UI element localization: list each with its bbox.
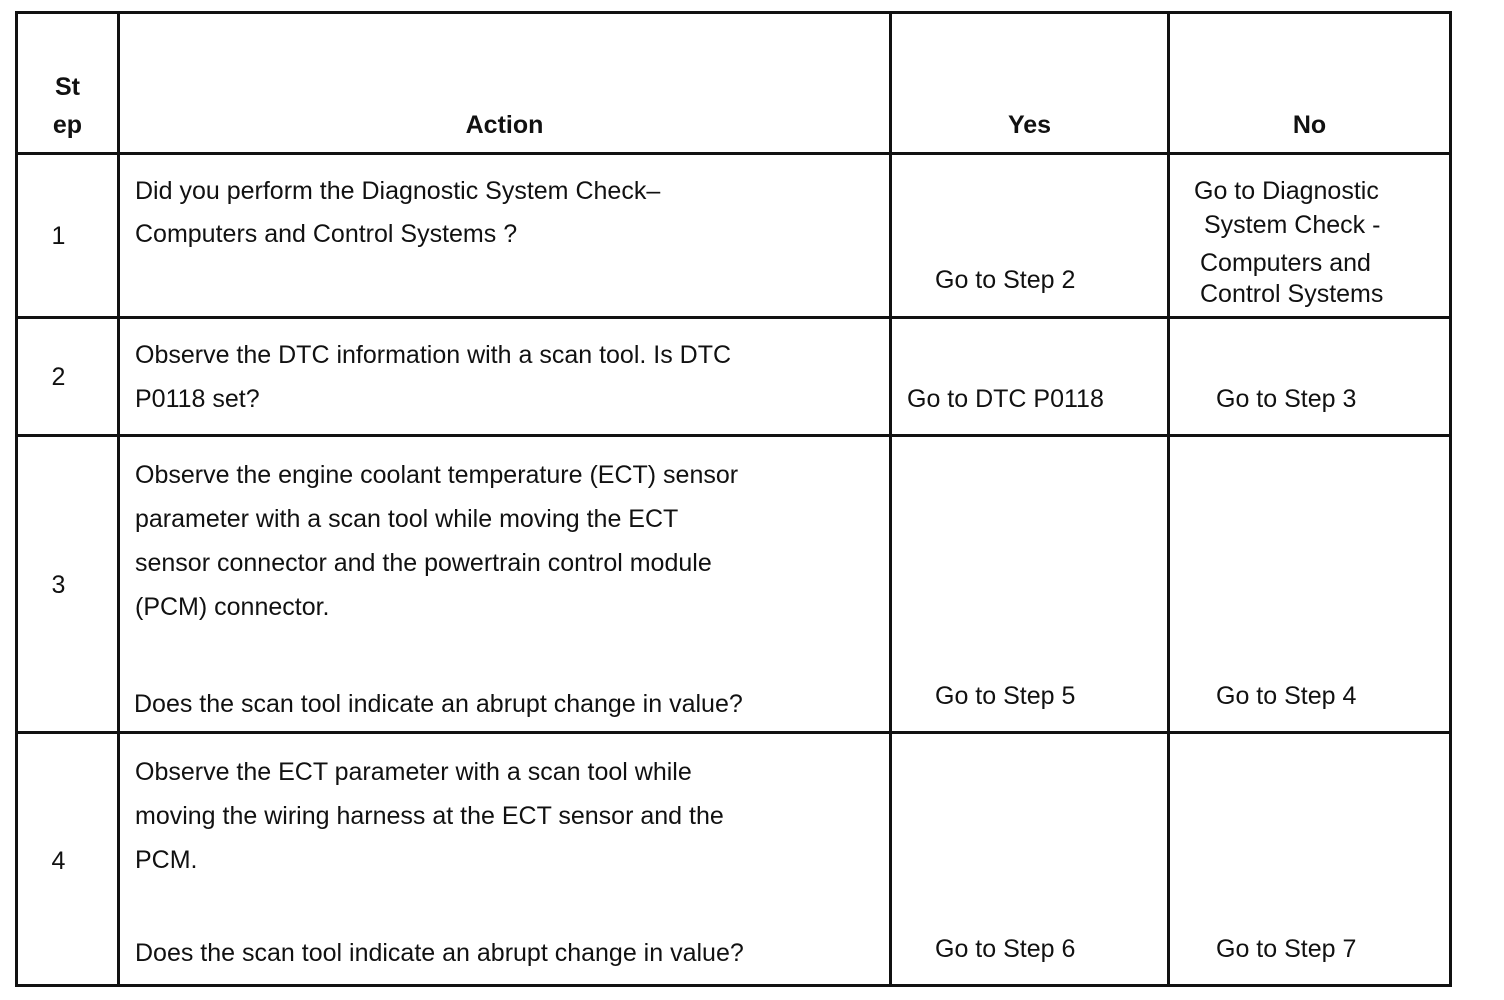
step-number: 3 <box>51 571 66 599</box>
action-question: Does the scan tool indicate an abrupt change in value? <box>134 690 743 718</box>
no-result: Go to Step 4 <box>1216 682 1357 710</box>
action-text: Observe the DTC information with a scan tool. Is DTC <box>135 341 732 369</box>
table-border-right <box>1449 11 1452 987</box>
column-divider <box>1167 11 1170 987</box>
column-divider <box>117 11 120 987</box>
action-question: Does the scan tool indicate an abrupt change in value? <box>135 939 744 967</box>
action-text: PCM. <box>135 846 198 874</box>
step-number: 4 <box>51 847 66 875</box>
action-text: Computers and Control Systems ? <box>135 220 518 248</box>
no-result: System Check - <box>1204 211 1381 239</box>
row-divider <box>15 316 1452 319</box>
no-result: Go to Diagnostic <box>1194 177 1379 205</box>
column-divider <box>889 11 892 987</box>
yes-result: Go to Step 6 <box>935 935 1076 963</box>
table-border-left <box>15 11 18 987</box>
row-divider <box>15 434 1452 437</box>
action-text: moving the wiring harness at the ECT sensor and the <box>135 802 724 830</box>
no-result: Go to Step 3 <box>1216 385 1357 413</box>
header-action: Action <box>465 111 544 139</box>
action-text: Observe the engine coolant temperature (ECT) sensor <box>135 461 739 489</box>
header-step-line2: ep <box>52 111 83 139</box>
row-divider <box>15 731 1452 734</box>
header-step-line1: St <box>55 73 80 101</box>
yes-result: Go to DTC P0118 <box>907 385 1104 413</box>
table-border-bottom <box>15 984 1452 987</box>
header-yes: Yes <box>1007 111 1052 139</box>
action-text: sensor connector and the powertrain control module <box>135 549 712 577</box>
header-divider <box>15 152 1452 155</box>
no-result: Control Systems <box>1200 280 1384 308</box>
table-border-top <box>15 11 1452 14</box>
action-text: Observe the ECT parameter with a scan tool while <box>135 758 692 786</box>
action-text: (PCM) connector. <box>135 593 330 621</box>
no-result: Go to Step 7 <box>1216 935 1357 963</box>
header-no: No <box>1292 111 1327 139</box>
step-number: 1 <box>51 222 66 250</box>
yes-result: Go to Step 2 <box>935 266 1076 294</box>
action-text: P0118 set? <box>135 385 260 413</box>
yes-result: Go to Step 5 <box>935 682 1076 710</box>
action-text: parameter with a scan tool while moving the ECT <box>135 505 679 533</box>
no-result: Computers and <box>1200 249 1371 277</box>
step-number: 2 <box>51 363 66 391</box>
action-text: Did you perform the Diagnostic System Check– <box>135 177 661 205</box>
